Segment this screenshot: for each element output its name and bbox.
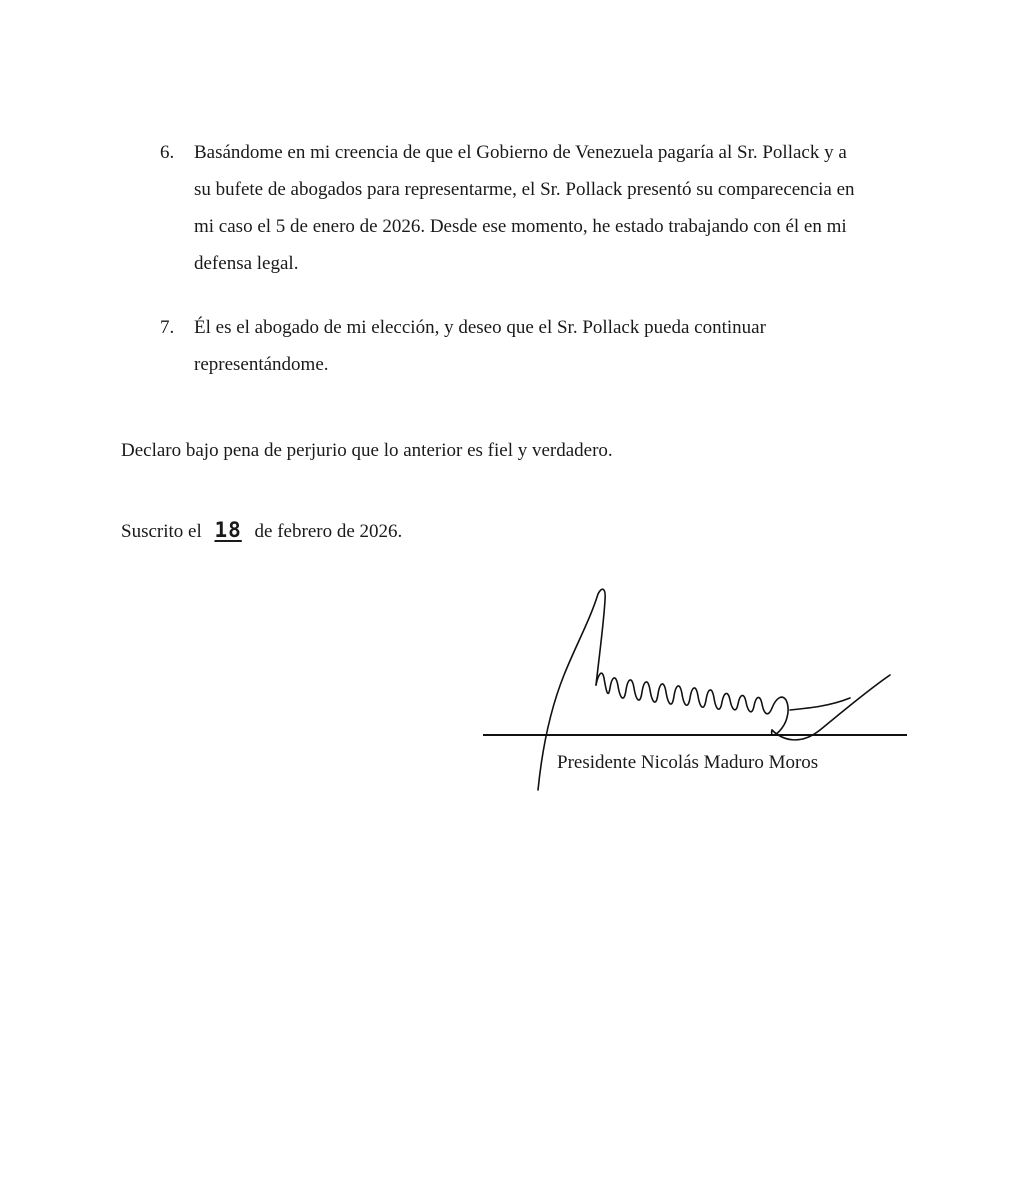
- signatory-name: Presidente Nicolás Maduro Moros: [557, 752, 819, 773]
- signing-date-prefix: Suscrito el: [121, 521, 202, 542]
- signing-date-suffix: de febrero de 2026.: [254, 521, 403, 542]
- item-text-line: Basándome en mi creencia de que el Gobierno de Venezuela pagaría al Sr. Pollack y a: [194, 142, 847, 163]
- item-number: 6.: [160, 142, 175, 163]
- item-text-line: su bufete de abogados para representarme, el Sr. Pollack presentó su comparecencia en: [194, 179, 855, 200]
- declaration-text: Declaro bajo pena de perjurio que lo anterior es fiel y verdadero.: [121, 440, 613, 461]
- item-text-line: representándome.: [194, 354, 329, 375]
- item-text-line: defensa legal.: [194, 253, 299, 274]
- signing-day: 18: [214, 518, 242, 542]
- signing-date: [121, 518, 402, 543]
- item-text-line: Él es el abogado de mi elección, y deseo que el Sr. Pollack pueda continuar: [194, 317, 766, 338]
- item-number: 7.: [160, 317, 175, 338]
- item-text-line: mi caso el 5 de enero de 2026. Desde ese momento, he estado trabajando con él en mi: [194, 216, 847, 237]
- signature-line: [483, 734, 907, 736]
